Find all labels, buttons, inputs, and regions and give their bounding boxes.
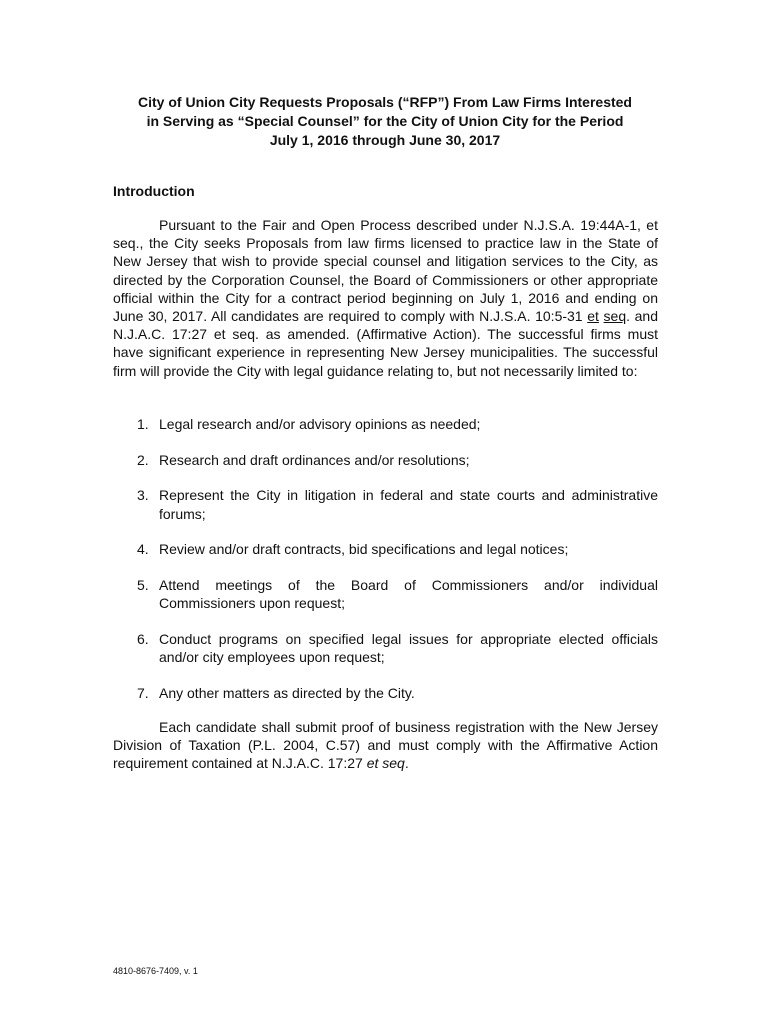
intro-underlined-seq: seq	[603, 308, 627, 325]
title-line-3: July 1, 2016 through June 30, 2017	[269, 132, 501, 148]
intro-underlined-et: et	[587, 308, 599, 325]
closing-paragraph	[113, 718, 658, 773]
list-item-text: Conduct programs on specified legal issues for appropriate elected officials and/or city employees upon request;	[159, 630, 658, 666]
list-item	[113, 576, 658, 612]
list-item-number: 4.	[137, 541, 149, 558]
list-item-number: 7.	[137, 684, 149, 701]
closing-text: Each candidate shall submit proof of business registration with the New Jersey Division of Taxation (P.L. 2004, C.57) and must comply with the Affirmative Action requirement contained at N.J.A.C. 17:27	[113, 719, 658, 772]
list-item-number: 1.	[137, 416, 149, 432]
closing-end: .	[404, 755, 409, 772]
intro-paragraph	[113, 216, 658, 380]
title-line-1: City of Union City Requests Proposals (“RFP”) From Law Firms Interested	[138, 94, 632, 110]
list-item-number: 2.	[137, 451, 149, 468]
list-item-text: Review and/or draft contracts, bid specifications and legal notices;	[159, 541, 569, 558]
list-item-number: 3.	[137, 487, 149, 504]
list-item	[113, 684, 658, 702]
document-footer-id: 4810-8676-7409, v. 1	[113, 966, 198, 976]
document-title	[100, 93, 670, 150]
list-item-number: 6.	[137, 630, 149, 647]
list-item-text: Legal research and/or advisory opinions as needed;	[159, 416, 481, 432]
list-item-text: Any other matters as directed by the City.	[159, 684, 415, 701]
list-item-text: Represent the City in litigation in federal and state courts and administrative forums;	[159, 487, 658, 522]
list-item	[113, 415, 658, 433]
list-item	[113, 451, 658, 469]
list-item	[113, 630, 658, 666]
services-list	[113, 415, 658, 720]
intro-text-part1: Pursuant to the Fair and Open Process described under N.J.S.A. 19:44A-1, et seq., the City seeks Proposals from law firms licensed to practice law in the State of New Jersey that wish to provide special counsel and litigation services to the City, as directed by the Corporation Counsel, the Board of Commissioners or other appropriate official within the City for a contract period beginning on July 1, 2016 and ending on June 30, 2017. All candidates are required to comply with N.J.S.A. 10:5-31	[113, 217, 658, 325]
list-item-text: Attend meetings of the Board of Commissioners and/or individual Commissioners upon request;	[159, 577, 658, 612]
list-item-number: 5.	[137, 577, 149, 594]
list-item-text: Research and draft ordinances and/or resolutions;	[159, 451, 470, 468]
section-heading: Introduction	[113, 183, 195, 199]
list-item	[113, 540, 658, 558]
list-item	[113, 486, 658, 522]
title-line-2: in Serving as “Special Counsel” for the City of Union City for the Period	[146, 113, 624, 129]
intro-text-part2: . and N.J.A.C. 17:27 et seq. as amended. (Affirmative Action). The successful firms must have significant experience in representing New Jersey municipalities. The successful firm will provide the City with legal guidance relating to, but not necessarily limited to:	[113, 308, 658, 379]
closing-italic-et-seq: et seq	[366, 755, 405, 772]
